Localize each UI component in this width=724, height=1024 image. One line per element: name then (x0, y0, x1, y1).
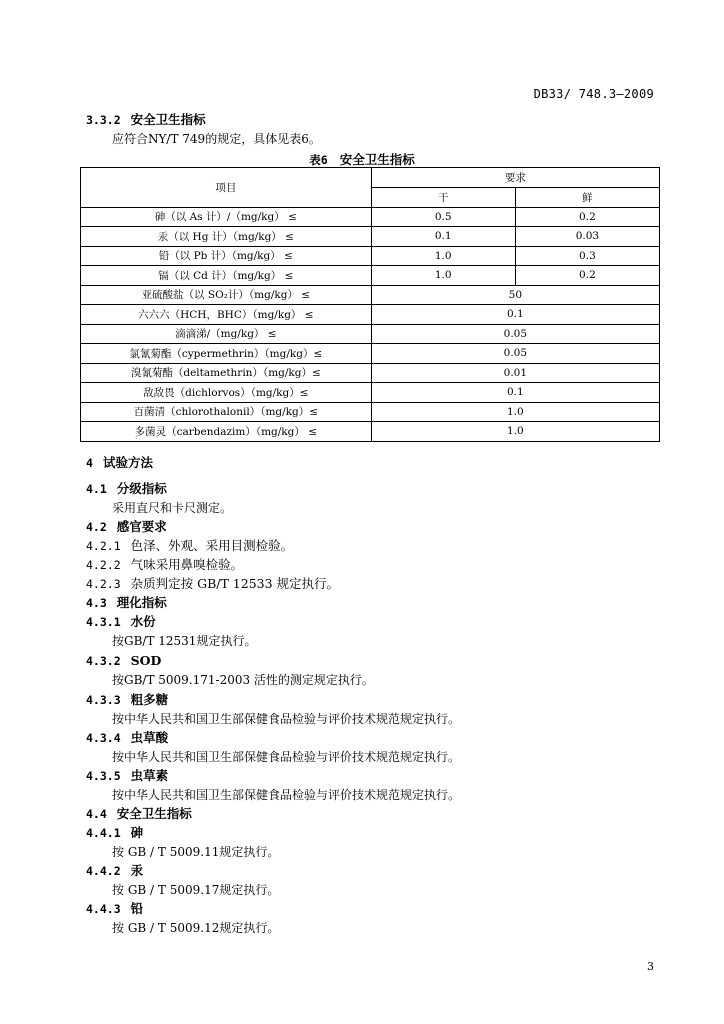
section-heading (86, 653, 161, 669)
row-dry-value: 0.5 (371, 207, 515, 227)
section-number: 4.2.3 (86, 577, 121, 591)
section-title: 虫草素 (130, 768, 169, 783)
table-row (81, 246, 660, 266)
section-heading (86, 538, 293, 554)
section-heading (86, 557, 243, 573)
table-caption-number: 表6 (309, 153, 328, 167)
section-number: 4 (86, 456, 93, 470)
section-title: 安全卫生指标 (116, 806, 192, 821)
row-item: 多菌灵（carbendazim）（mg/kg） ≤ (81, 422, 372, 442)
table-row (81, 227, 660, 247)
section-number: 3.3.2 (86, 113, 121, 127)
row-item: 氯氰菊酯（cypermethrin）（mg/kg）≤ (81, 344, 372, 364)
row-item: 汞（以 Hg 计）（mg/kg） ≤ (81, 227, 372, 247)
table-row (81, 324, 660, 344)
table-row (81, 344, 660, 364)
table-caption-title: 安全卫生指标 (339, 152, 415, 167)
table-header-row (81, 168, 660, 188)
header-dry: 干 (371, 188, 515, 208)
section-heading (86, 692, 168, 708)
header-item: 项目 (81, 168, 372, 208)
row-fresh-value: 0.2 (515, 207, 659, 227)
section-number: 4.2 (86, 520, 107, 534)
section-text: 按GB/T 5009.171-2003 活性的测定规定执行。 (112, 673, 374, 687)
section-heading (86, 519, 167, 535)
section-text: 按GB/T 12531规定执行。 (112, 634, 257, 648)
section-number: 4.2.1 (86, 539, 121, 553)
section-number: 4.4.3 (86, 902, 121, 916)
row-value: 0.05 (371, 324, 659, 344)
row-value: 0.01 (371, 363, 659, 383)
safety-hygiene-table (80, 167, 660, 442)
section-number: 4.2.2 (86, 558, 121, 572)
section-heading (86, 863, 143, 879)
table-row (81, 402, 660, 422)
row-fresh-value: 0.03 (515, 227, 659, 247)
section-title: 粗多糖 (130, 692, 169, 707)
section-heading (86, 576, 339, 592)
table-row (81, 285, 660, 305)
row-dry-value: 0.1 (371, 227, 515, 247)
section-heading (86, 901, 143, 917)
section-text: 按中华人民共和国卫生部保健食品检验与评价技术规范规定执行。 (112, 788, 461, 802)
row-fresh-value: 0.2 (515, 266, 659, 286)
table-caption (0, 150, 724, 168)
section-number: 4.3.3 (86, 693, 121, 707)
row-item: 砷（以 As 计）/（mg/kg） ≤ (81, 207, 372, 227)
section-heading-3-3-2 (86, 112, 206, 128)
section-title: 砷 (130, 825, 144, 840)
section-heading (86, 825, 143, 841)
row-value: 0.1 (371, 383, 659, 403)
section-text: 按 GB / T 5009.17规定执行。 (112, 883, 280, 897)
section-heading (86, 806, 192, 822)
section-number: 4.1 (86, 482, 107, 496)
section-text: 按中华人民共和国卫生部保健食品检验与评价技术规范规定执行。 (112, 750, 461, 764)
row-item: 百菌清（chlorothalonil）（mg/kg）≤ (81, 402, 372, 422)
table-row (81, 363, 660, 383)
section-number: 4.4 (86, 807, 107, 821)
section-title: 水份 (130, 614, 156, 629)
row-item: 滴滴涕/（mg/kg） ≤ (81, 324, 372, 344)
section-title: 理化指标 (116, 595, 167, 610)
section-heading (86, 481, 167, 497)
section-title: 杂质判定按 GB/T 12533 规定执行。 (130, 576, 340, 591)
section-title: 分级指标 (116, 481, 167, 496)
row-item: 溴氰菊酯（deltamethrin）（mg/kg）≤ (81, 363, 372, 383)
section-text-3-3-2: 应符合NY/T 749的规定，具体见表6。 (112, 132, 321, 146)
section-text: 采用直尺和卡尺测定。 (112, 501, 233, 515)
row-value: 50 (371, 285, 659, 305)
section-text: 按 GB / T 5009.12规定执行。 (112, 921, 280, 935)
section-heading (86, 614, 156, 630)
row-item: 亚硫酸盐（以 SO₂计）（mg/kg） ≤ (81, 285, 372, 305)
row-value: 1.0 (371, 422, 659, 442)
row-value: 0.1 (371, 305, 659, 325)
section-title: 气味采用鼻嗅检验。 (130, 557, 244, 572)
section-title: 试验方法 (102, 455, 153, 470)
header-requirement: 要求 (371, 168, 659, 188)
table-row (81, 383, 660, 403)
page-number: 3 (647, 960, 654, 973)
row-dry-value: 1.0 (371, 266, 515, 286)
section-title: 色泽、外观、采用目测检验。 (130, 538, 294, 553)
header-fresh: 鲜 (515, 188, 659, 208)
row-dry-value: 1.0 (371, 246, 515, 266)
section-heading (86, 595, 167, 611)
table-row (81, 207, 660, 227)
section-heading (86, 768, 168, 784)
section-number: 4.3.4 (86, 731, 121, 745)
table-row (81, 266, 660, 286)
row-item: 铅（以 Pb 计）（mg/kg） ≤ (81, 246, 372, 266)
section-number: 4.3 (86, 596, 107, 610)
section-title: 感官要求 (116, 519, 167, 534)
standard-code: DB33/ 748.3—2009 (533, 87, 654, 101)
section-number: 4.3.5 (86, 769, 121, 783)
section-number: 4.4.2 (86, 864, 121, 878)
section-title: SOD (130, 653, 162, 668)
section-heading (86, 455, 153, 471)
row-item: 六六六（HCH，BHC）（mg/kg） ≤ (81, 305, 372, 325)
section-number: 4.4.1 (86, 826, 121, 840)
section-title: 汞 (130, 863, 144, 878)
section-heading (86, 730, 168, 746)
row-item: 敌敌畏（dichlorvos）（mg/kg）≤ (81, 383, 372, 403)
section-text: 按 GB / T 5009.11规定执行。 (112, 845, 280, 859)
section-text: 按中华人民共和国卫生部保健食品检验与评价技术规范规定执行。 (112, 712, 461, 726)
table-row (81, 305, 660, 325)
row-item: 镉（以 Cd 计）（mg/kg） ≤ (81, 266, 372, 286)
section-number: 4.3.2 (86, 654, 121, 668)
table-row (81, 422, 660, 442)
row-value: 0.05 (371, 344, 659, 364)
row-fresh-value: 0.3 (515, 246, 659, 266)
row-value: 1.0 (371, 402, 659, 422)
section-title: 安全卫生指标 (130, 112, 206, 127)
section-number: 4.3.1 (86, 615, 121, 629)
section-title: 铅 (130, 901, 144, 916)
section-title: 虫草酸 (130, 730, 169, 745)
